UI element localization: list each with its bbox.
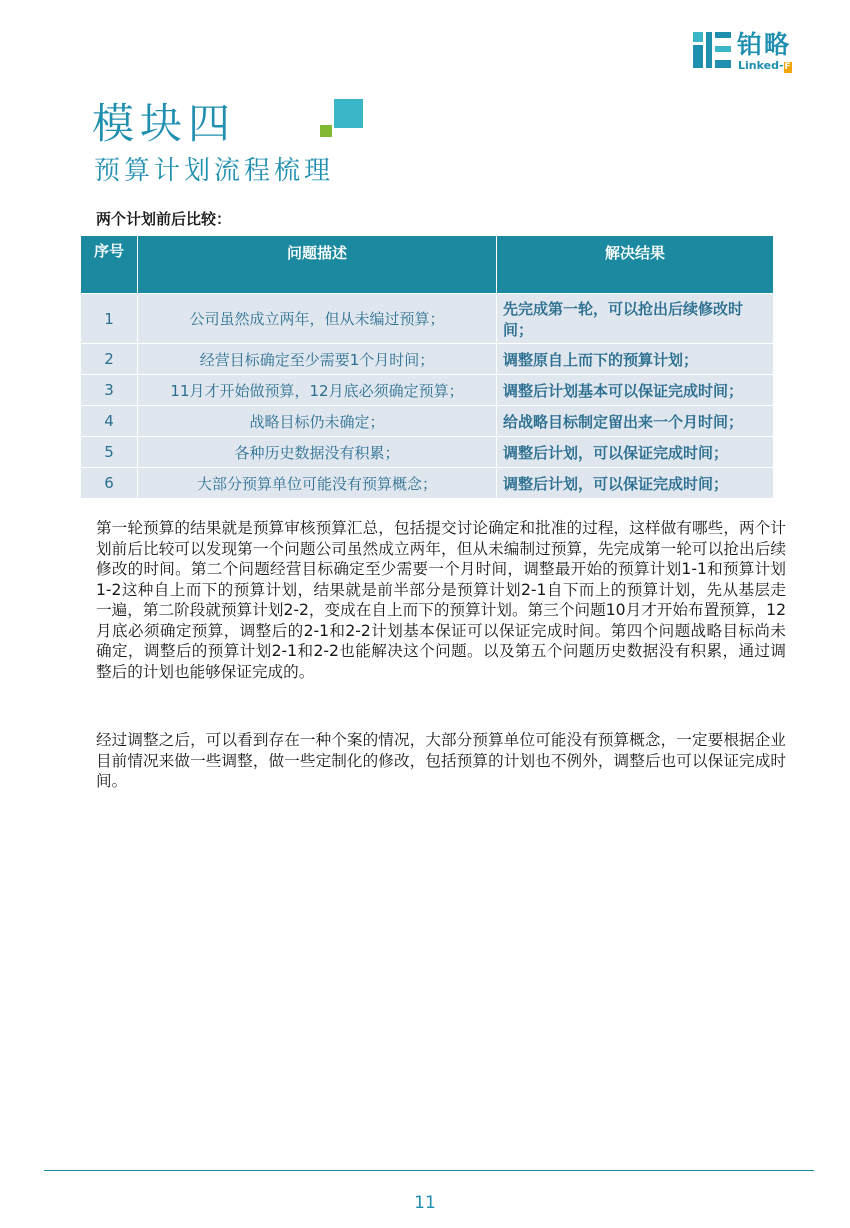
- table-row: [81, 344, 774, 375]
- table-row: [81, 437, 774, 468]
- body-paragraph-2: 经过调整之后，可以看到存在一种个案的情况，大部分预算单位可能没有预算概念，一定要根据企业目前情况来做一些调整，做一些定制化的修改，包括预算的计划也不例外，调整后也可以保证完成时间。: [96, 731, 786, 790]
- row-result: 调整后计划，可以保证完成时间；: [497, 437, 774, 468]
- footer-divider: [44, 1170, 814, 1171]
- table-row: [81, 375, 774, 406]
- row-num: 6: [81, 468, 138, 499]
- row-result: 先完成第一轮，可以抢出后续修改时间；: [497, 294, 774, 344]
- brand-logo: [693, 30, 813, 74]
- row-desc: 公司虽然成立两年，但从未编过预算；: [138, 294, 497, 344]
- table-header-row: [81, 236, 774, 294]
- row-num: 4: [81, 406, 138, 437]
- row-num: 1: [81, 294, 138, 344]
- section-label: 两个计划前后比较：: [96, 210, 232, 228]
- row-num: 2: [81, 344, 138, 375]
- row-desc: 各种历史数据没有积累；: [138, 437, 497, 468]
- module-title: 模块四: [92, 99, 237, 148]
- table-row: [81, 406, 774, 437]
- logo-badge: F: [784, 62, 791, 72]
- module-subtitle: 预算计划流程梳理: [94, 156, 335, 186]
- logo-text-cn: 铂略: [737, 30, 792, 59]
- page-number: 11: [414, 1193, 436, 1213]
- logo-text-en: Linked-F: [738, 59, 791, 72]
- row-result: 调整原自上而下的预算计划；: [497, 344, 774, 375]
- body-paragraph-1: 第一轮预算的结果就是预算审核预算汇总，包括提交讨论确定和批准的过程，这样做有哪些，两个计划前后比较可以发现第一个问题公司虽然成立两年，但从未编制过预算，先完成第一轮可以抢出后续修改的时间。第二个问题经营目标确定至少需要一个月时间，调整最开始的预算计划1-1和预算计划1-2这种自上而下的预算计划，结果就是前半部分是预算计划2-1自下而上的预算计划，先从基层走一遍，第二阶段就预算计划2-2，变成在自上而下的预算计划。第三个问题10月才开始布置预算，12月底必须确定预算，调整后的2-1和2-2计划基本保证可以保证完成时间。第四个问题战略目标尚未确定，调整后的预算计划2-1和2-2也能解决这个问题。以及第五个问题历史数据没有积累，通过调整后的计划也能够保证完成的。: [96, 519, 786, 681]
- row-result: 调整后计划基本可以保证完成时间；: [497, 375, 774, 406]
- row-result: 调整后计划，可以保证完成时间；: [497, 468, 774, 499]
- row-num: 3: [81, 375, 138, 406]
- comparison-table: [80, 235, 774, 499]
- decor-square-icon: [334, 99, 363, 128]
- row-desc: 11月才开始做预算，12月底必须确定预算；: [138, 375, 497, 406]
- header-num: 序号: [81, 236, 138, 294]
- row-desc: 大部分预算单位可能没有预算概念；: [138, 468, 497, 499]
- row-result: 给战略目标制定留出来一个月时间；: [497, 406, 774, 437]
- logo-mark-icon: [693, 30, 731, 70]
- decor-square-small-icon: [320, 125, 332, 137]
- header-result: 解决结果: [497, 236, 774, 294]
- table-row: [81, 294, 774, 344]
- table-row: [81, 468, 774, 499]
- row-desc: 经营目标确定至少需要1个月时间；: [138, 344, 497, 375]
- row-num: 5: [81, 437, 138, 468]
- header-desc: 问题描述: [138, 236, 497, 294]
- row-desc: 战略目标仍未确定；: [138, 406, 497, 437]
